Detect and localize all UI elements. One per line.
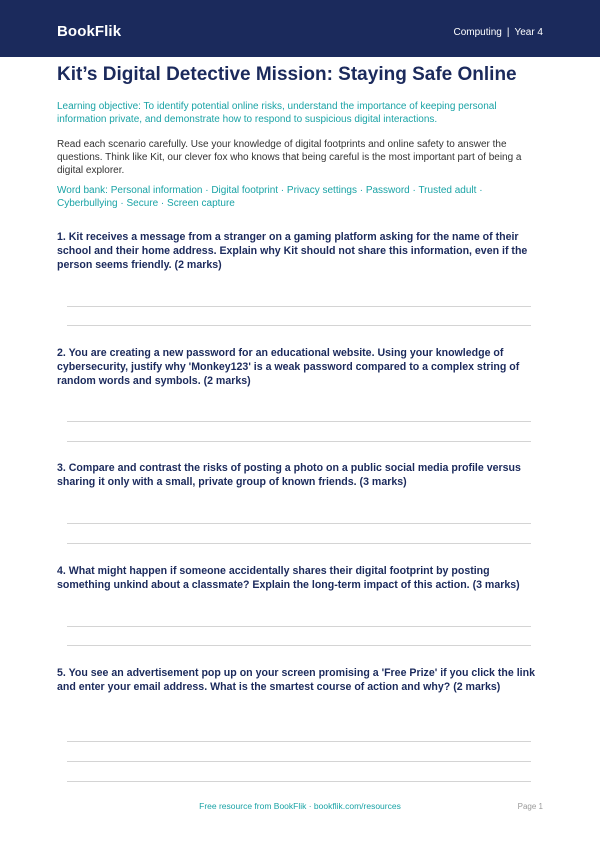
question-3: 3. Compare and contrast the risks of posting a photo on a public social media profile versus sharing it only with a small, private group of known friends. (3 marks) (57, 462, 521, 488)
year-label: Year 4 (514, 27, 543, 38)
footer-credit[interactable]: Free resource from BookFlik · bookflik.com/resources (199, 801, 401, 811)
word-bank: Word bank: Personal information · Digital footprint · Privacy settings · Password · Trusted adult · Cyberbullying · Secure · Screen capture (57, 185, 483, 209)
answer-line[interactable] (67, 626, 531, 627)
header-meta (453, 27, 543, 38)
answer-line[interactable] (67, 523, 531, 524)
page-number: Page 1 (517, 802, 543, 811)
question-5: 5. You see an advertisement pop up on your screen promising a 'Free Prize' if you click the link and enter your email address. What is the smartest course of action and why? (2 marks) (57, 667, 535, 693)
meta-separator: | (506, 27, 510, 38)
brand-logo[interactable]: BookFlik (57, 23, 122, 40)
answer-line[interactable] (67, 741, 531, 742)
worksheet-title: Kit’s Digital Detective Mission: Staying Safe Online (57, 64, 517, 85)
subject-label: Computing (453, 27, 502, 38)
answer-line[interactable] (67, 645, 531, 646)
answer-line[interactable] (67, 421, 531, 422)
answer-line[interactable] (67, 761, 531, 762)
answer-line[interactable] (67, 781, 531, 782)
question-2: 2. You are creating a new password for an educational website. Using your knowledge of cybersecurity, justify why 'Monkey123' is a weak password compared to a complex string of random words and symbols. (2 marks) (57, 347, 520, 387)
answer-line[interactable] (67, 306, 531, 307)
intro-text: Read each scenario carefully. Use your knowledge of digital footprints and online safety to answer the questions. Think like Kit, our clever fox who knows that being careful is the most important part of being a digital explorer. (57, 139, 522, 176)
learning-objective: Learning objective: To identify potential online risks, understand the importance of keeping personal information private, and demonstrate how to respond to suspicious digital interactions. (57, 101, 497, 125)
question-1: 1. Kit receives a message from a stranger on a gaming platform asking for the name of their school and their home address. Explain why Kit should not share this information, even if the person seems friendly. (2 marks) (57, 231, 528, 271)
answer-line[interactable] (67, 441, 531, 442)
header-bar (0, 0, 600, 57)
answer-line[interactable] (67, 325, 531, 326)
question-4: 4. What might happen if someone accidentally shares their digital footprint by posting something unkind about a classmate? Explain the long-term impact of this action. (3 marks) (57, 565, 520, 591)
answer-line[interactable] (67, 543, 531, 544)
